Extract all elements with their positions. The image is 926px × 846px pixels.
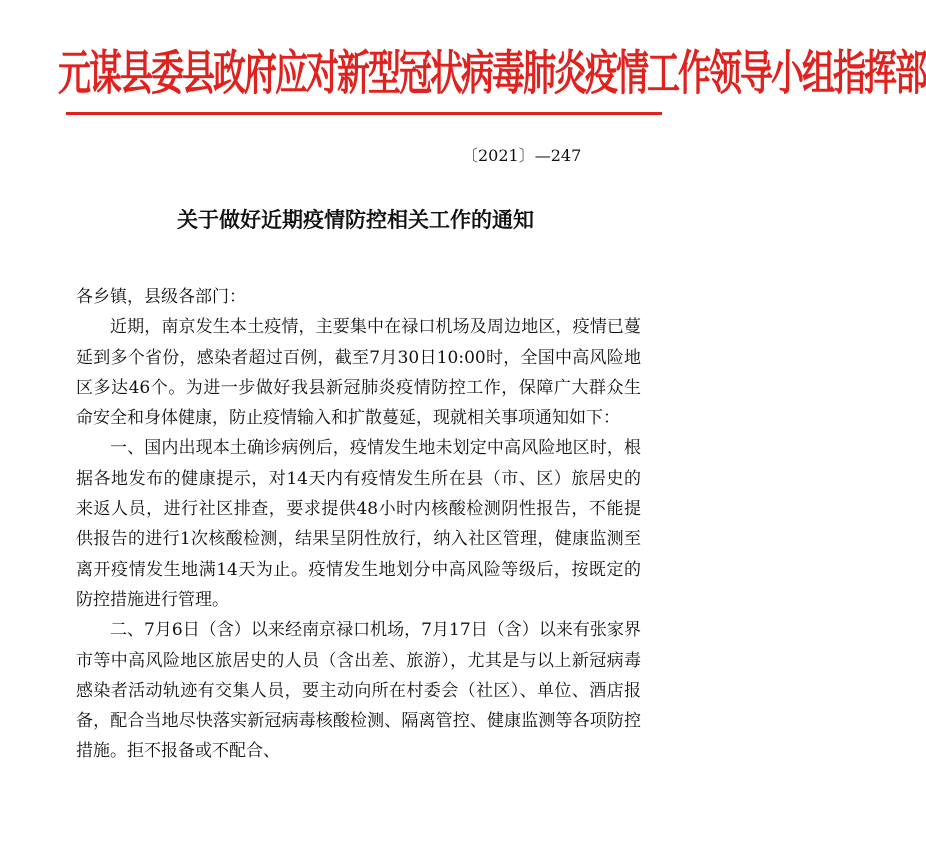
salutation: 各乡镇，县级各部门： [76, 287, 246, 307]
notice-title: 关于做好近期疫情防控相关工作的通知 [177, 208, 534, 232]
document-body [76, 282, 641, 767]
issuing-organization-title: 元谋县委县政府应对新型冠状病毒肺炎疫情工作领导小组指挥部 [58, 44, 926, 102]
red-separator-line [66, 112, 662, 115]
paragraph-item-2: 二、7月6日（含）以来经南京禄口机场，7月17日（含）以来有张家界市等中高风险地区旅居史的人员（含出差、旅游），尤其是与以上新冠病毒感染者活动轨迹有交集人员，要主动向所在村委会（社区）、单位、酒店报备，配合当地尽快落实新冠病毒核酸检测、隔离管控、健康监测等各项防控措施。拒不报备或不配合、 [76, 620, 641, 762]
paragraph-intro: 近期，南京发生本土疫情，主要集中在禄口机场及周边地区，疫情已蔓延到多个省份，感染者超过百例，截至7月30日10:00时，全国中高风险地区多达46个。为进一步做好我县新冠肺炎疫情防控工作，保障广大群众生命安全和身体健康，防止疫情输入和扩散蔓延，现就相关事项通知如下： [76, 317, 641, 429]
paragraph-item-1: 一、国内出现本土确诊病例后，疫情发生地未划定中高风险地区时，根据各地发布的健康提示，对14天内有疫情发生所在县（市、区）旅居史的来返人员，进行社区排查，要求提供48小时内核酸检测阴性报告，不能提供报告的进行1次核酸检测，结果呈阴性放行，纳入社区管理，健康监测至离开疫情发生地满14天为止。疫情发生地划分中高风险等级后，按既定的防控措施进行管理。 [76, 438, 641, 610]
document-number: 〔2021〕—247 [462, 146, 582, 165]
